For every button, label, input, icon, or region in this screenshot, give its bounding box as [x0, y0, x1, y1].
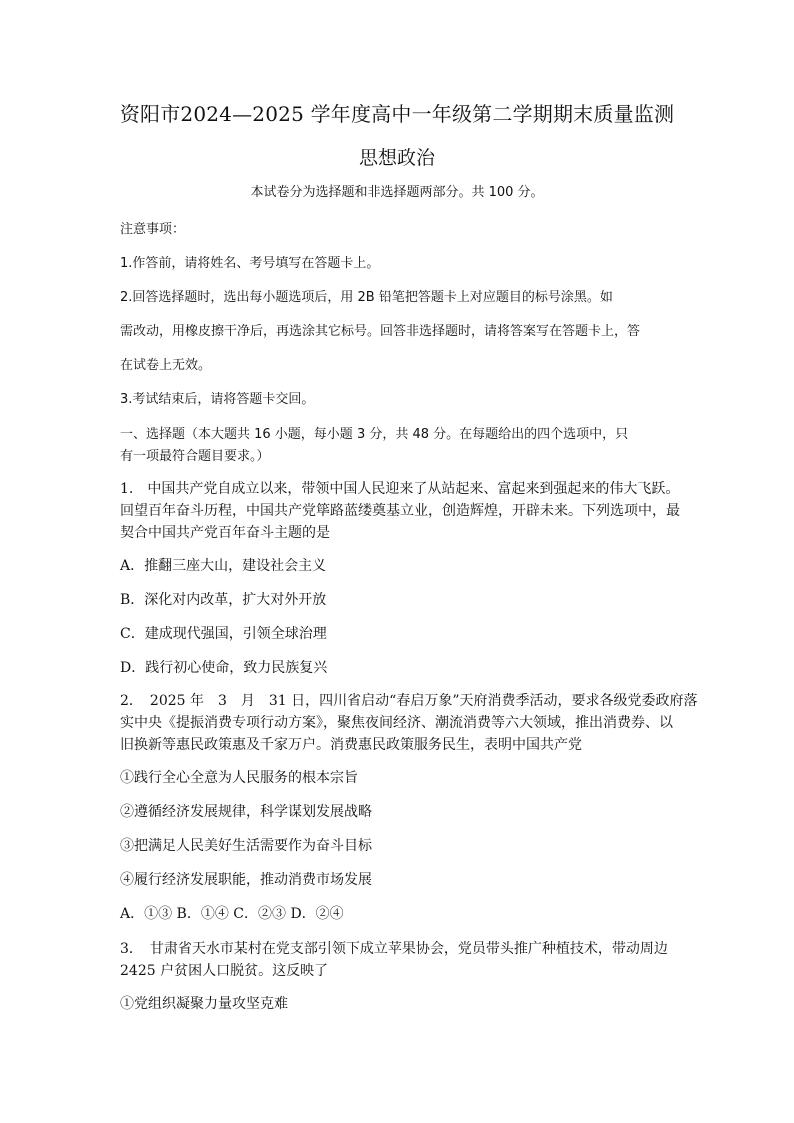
- section-1-heading-line-1: 一、选择题（本大题共 16 小题，每小题 3 分，共 48 分。在每题给出的四个选项中，只: [120, 427, 629, 442]
- subject-title: 思想政治: [358, 147, 435, 169]
- notes-heading: 注意事项：: [120, 222, 186, 237]
- note-item-3: 3.考试结束后，请将答题卡交回。: [120, 392, 315, 407]
- question-1-option-a: A．推翻三座大山，建设社会主义: [120, 558, 327, 574]
- question-2-item-2: ②遵循经济发展规律，科学谋划发展战略: [120, 804, 372, 820]
- note-item-2-line-3: 在试卷上无效。: [120, 358, 212, 373]
- question-1-line-2: 回望百年奋斗历程，中国共产党筚路蓝缕奠基立业，创造辉煌，开辟未来。下列选项中，最: [120, 503, 680, 519]
- question-2-item-4: ④履行经济发展职能，推动消费市场发展: [120, 872, 372, 888]
- question-1-line-1: 1. 中国共产党自成立以来，带领中国人民迎来了从站起来、富起来到强起来的伟大飞跃。: [120, 481, 680, 497]
- question-1-line-3: 契合中国共产党百年奋斗主题的是: [120, 525, 330, 541]
- question-2-item-3: ③把满足人民美好生活需要作为奋斗目标: [120, 838, 372, 854]
- question-2-line-3: 旧换新等惠民政策惠及千家万户。消费惠民政策服务民生，表明中国共产党: [120, 737, 582, 753]
- question-2-line-1: 2． 2025 年 3 月 31 日，四川省启动“春启万象”天府消费季活动，要求各级党委政府落: [120, 693, 698, 709]
- exam-title: 资阳市2024—2025 学年度高中一年级第二学期期末质量监测: [119, 102, 675, 126]
- section-1-heading-line-2: 有一项最符合题目要求。）: [120, 449, 270, 464]
- question-1-option-d: D．践行初心使命，致力民族复兴: [120, 660, 328, 676]
- question-1-option-b: B．深化对内改革，扩大对外开放: [120, 592, 327, 608]
- question-3-line-1: 3． 甘肃省天水市某村在党支部引领下成立苹果协会，党员带头推广种植技术，带动周边: [120, 941, 668, 957]
- note-item-1: 1.作答前，请将姓名、考号填写在答题卡上。: [120, 256, 380, 271]
- question-1-option-c: C．建成现代强国，引领全球治理: [120, 626, 327, 642]
- question-3-item-1: ①党组织凝聚力量攻坚克难: [120, 996, 288, 1012]
- question-2-answer-options: A．①③ B．①④ C．②③ D．②④: [120, 906, 344, 922]
- question-2-item-1: ①践行全心全意为人民服务的根本宗旨: [120, 770, 358, 786]
- question-3-line-2: 2425 户贫困人口脱贫。这反映了: [120, 963, 329, 979]
- note-item-2-line-1: 2.回答选择题时，选出每小题选项后，用 2B 铅笔把答题卡上对应题目的标号涂黑。如: [120, 290, 613, 305]
- question-2-line-2: 实中央《提振消费专项行动方案》，聚焦夜间经济、潮流消费等六大领域，推出消费券、以: [120, 715, 673, 731]
- exam-intro: 本试卷分为选择题和非选择题两部分。共 100 分。: [250, 185, 544, 200]
- note-item-2-line-2: 需改动，用橡皮擦干净后，再选涂其它标号。回答非选择题时，请将答案写在答题卡上，答: [120, 324, 641, 339]
